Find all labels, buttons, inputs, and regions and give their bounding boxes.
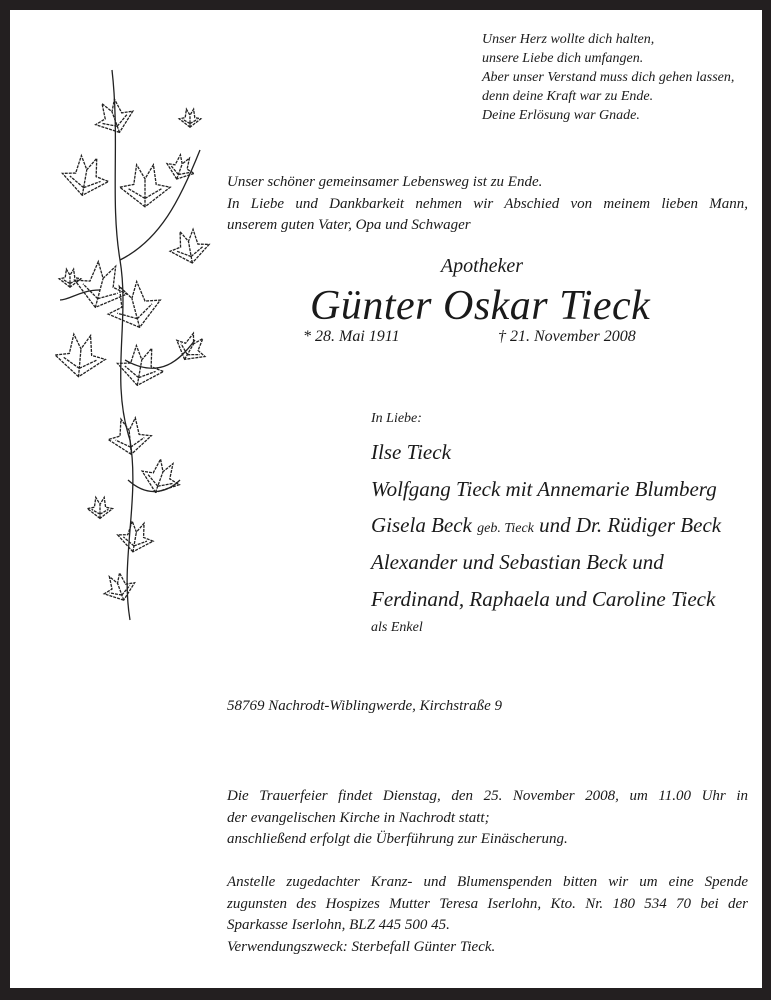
mourner-line xyxy=(371,513,721,538)
poem-line: Aber unser Verstand muss dich gehen lassen, xyxy=(482,70,735,85)
donation-line: Verwendungszweck: Sterbefall Günter Tieck. xyxy=(227,938,496,955)
mourner-line: Alexander und Sebastian Beck und xyxy=(371,550,664,574)
mourner-name: und Dr. Rüdiger Beck xyxy=(533,513,722,537)
ivy-illustration-icon xyxy=(40,60,220,660)
donation-info xyxy=(227,872,748,958)
ivy-leaf-icon xyxy=(179,109,201,127)
poem-line: Unser Herz wollte dich halten, xyxy=(482,32,655,47)
poem-line: denn deine Kraft war zu Ende. xyxy=(482,89,654,104)
mourner-line: Ilse Tieck xyxy=(371,440,451,464)
mourner-line: Ferdinand, Raphaela und Caroline Tieck xyxy=(371,587,716,611)
address: 58769 Nachrodt-Wiblingwerde, Kirchstraße 9 xyxy=(227,698,502,714)
ivy-leaf-icon xyxy=(87,497,112,518)
obituary-sheet xyxy=(10,10,762,988)
ivy-leaf-icon xyxy=(120,165,170,207)
funeral-line: der evangelischen Kirche in Nachrodt statt; xyxy=(227,809,490,826)
grandchildren-label: als Enkel xyxy=(371,620,423,635)
ivy-leaf-icon xyxy=(171,328,213,368)
ivy-leaf-icon xyxy=(102,277,166,334)
in-love-label: In Liebe: xyxy=(371,411,422,426)
poem xyxy=(482,30,734,125)
funeral-line: anschließend erfolgt die Überführung zur Einäscherung. xyxy=(227,831,568,847)
ivy-leaf-icon xyxy=(53,333,107,379)
mourner-line: Wolfgang Tieck mit Annemarie Blumberg xyxy=(371,477,717,501)
donation-line: Sparkasse Iserlohn, BLZ 445 500 45. xyxy=(227,917,450,933)
deceased-name: Günter Oskar Tieck xyxy=(310,283,651,329)
intro-line: Unser schöner gemeinsamer Lebensweg ist zu Ende. xyxy=(227,174,543,190)
funeral-line: Die Trauerfeier findet Dienstag, den 25. November 2008, um 11.00 Uhr in xyxy=(227,788,748,804)
ivy-leaf-icon xyxy=(137,455,185,500)
maiden-name: geb. Tieck xyxy=(477,521,534,536)
birth-date: * 28. Mai 1911 xyxy=(303,328,400,345)
ivy-leaf-icon xyxy=(99,569,139,605)
ivy-leaf-icon xyxy=(59,153,112,200)
poem-line: unsere Liebe dich umfangen. xyxy=(482,51,644,66)
ivy-leaf-icon xyxy=(115,519,156,555)
poem-line: Deine Erlösung war Gnade. xyxy=(482,108,640,123)
death-date: † 21. November 2008 xyxy=(498,328,636,345)
funeral-info xyxy=(227,786,748,851)
donation-line: zugunsten des Hospizes Mutter Teresa Iserlohn, Kto. Nr. 180 534 70 bei der xyxy=(227,895,748,912)
mourner-name: Gisela Beck xyxy=(371,513,478,537)
donation-line: Anstelle zugedachter Kranz- und Blumenspenden bitten wir um eine Spende xyxy=(227,874,748,890)
intro-line: In Liebe und Dankbarkeit nehmen wir Abschied von meinem lieben Mann, xyxy=(227,195,748,212)
intro-line: unserem guten Vater, Opa und Schwager xyxy=(227,217,471,233)
profession-title: Apotheker xyxy=(440,255,524,277)
ivy-leaf-icon xyxy=(107,417,153,457)
intro-text xyxy=(227,172,748,237)
